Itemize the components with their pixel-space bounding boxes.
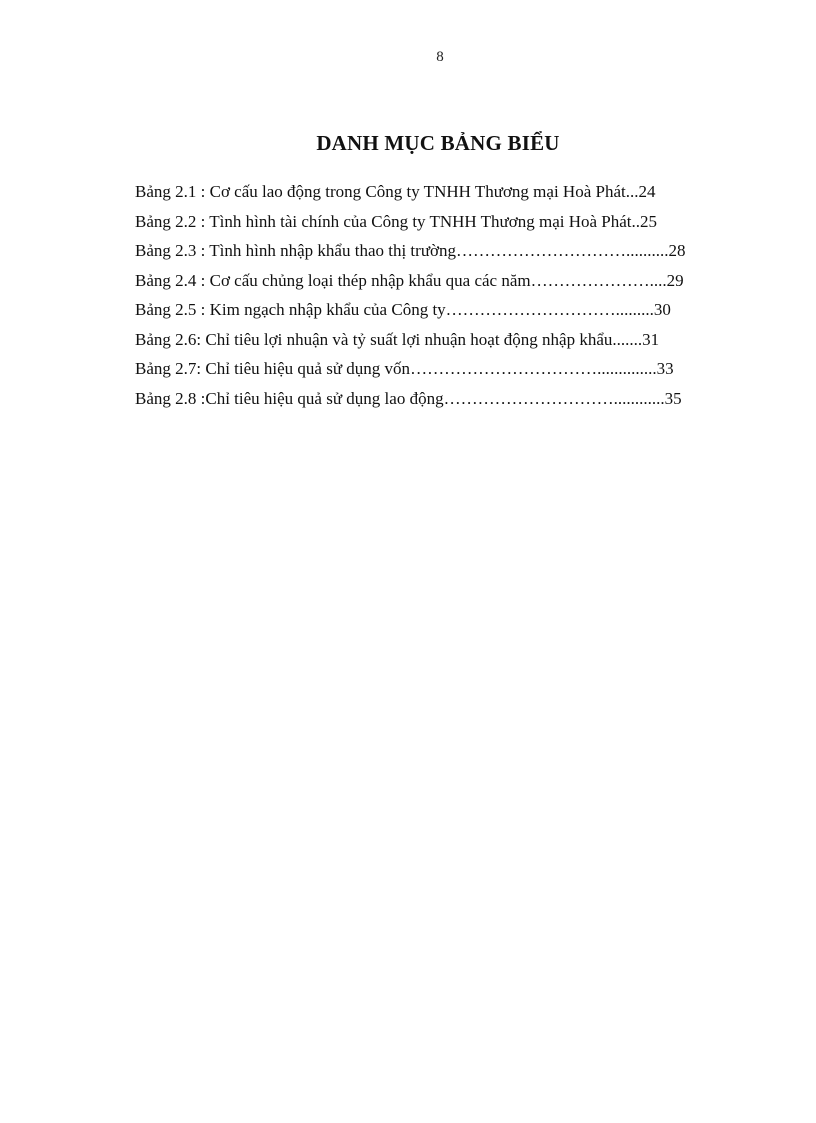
table-entry-2-1[interactable] (135, 182, 725, 212)
dot-leader: ………………………….......... (456, 241, 669, 260)
table-entry-page: 30 (653, 300, 671, 319)
table-entry-page: 28 (668, 241, 686, 260)
table-entry-page: 24 (638, 182, 656, 201)
dot-leader: …………………………............ (443, 388, 665, 408)
table-entry-2-4[interactable] (135, 271, 725, 301)
dot-leader: .. (631, 211, 641, 231)
table-entry-label: Bảng 2.4 : Cơ cấu chủng loại thép nhập khẩu qua các năm (135, 270, 531, 290)
table-entry-label: Bảng 2.1 : Cơ cấu lao động trong Công ty TNHH Thương mại Hoà Phát (135, 182, 626, 201)
table-entry-page: 29 (666, 270, 684, 290)
table-entry-label: Bảng 2.3 : Tình hình nhập khẩu thao thị trường (135, 241, 457, 260)
table-entry-label: Bảng 2.2 : Tình hình tài chính của Công ty TNHH Thương mại Hoà Phát (135, 211, 632, 231)
table-entry-2-7[interactable] (135, 359, 725, 389)
table-entry-page: 35 (664, 388, 682, 408)
table-entry-2-3[interactable] (135, 241, 725, 271)
table-entry-label: Bảng 2.8 :Chỉ tiêu hiệu quả sử dụng lao động (135, 388, 444, 408)
table-entry-label: Bảng 2.5 : Kim ngạch nhập khẩu của Công ty (135, 300, 446, 319)
table-entry-2-5[interactable] (135, 300, 725, 330)
table-entry-2-2[interactable] (135, 212, 725, 242)
dot-leader: ... (625, 182, 639, 201)
dot-leader: …………………………….............. (410, 359, 657, 378)
table-entry-page: 31 (642, 329, 660, 349)
table-entry-label: Bảng 2.7: Chỉ tiêu hiệu quả sử dụng vốn (135, 359, 411, 378)
dot-leader: …………………………......... (445, 300, 654, 319)
page-title: DANH MỤC BẢNG BIỂU (316, 131, 560, 155)
dot-leader: ....... (612, 329, 643, 349)
table-list (135, 182, 725, 418)
table-entry-2-6[interactable] (135, 330, 725, 360)
table-entry-2-8[interactable] (135, 389, 725, 419)
page-number: 8 (436, 49, 444, 65)
dot-leader: ………………….... (530, 270, 667, 290)
table-entry-page: 33 (656, 359, 674, 378)
table-entry-page: 25 (640, 211, 658, 231)
table-entry-label: Bảng 2.6: Chỉ tiêu lợi nhuận và tỷ suất lợi nhuận hoạt động nhập khẩu (135, 329, 613, 349)
